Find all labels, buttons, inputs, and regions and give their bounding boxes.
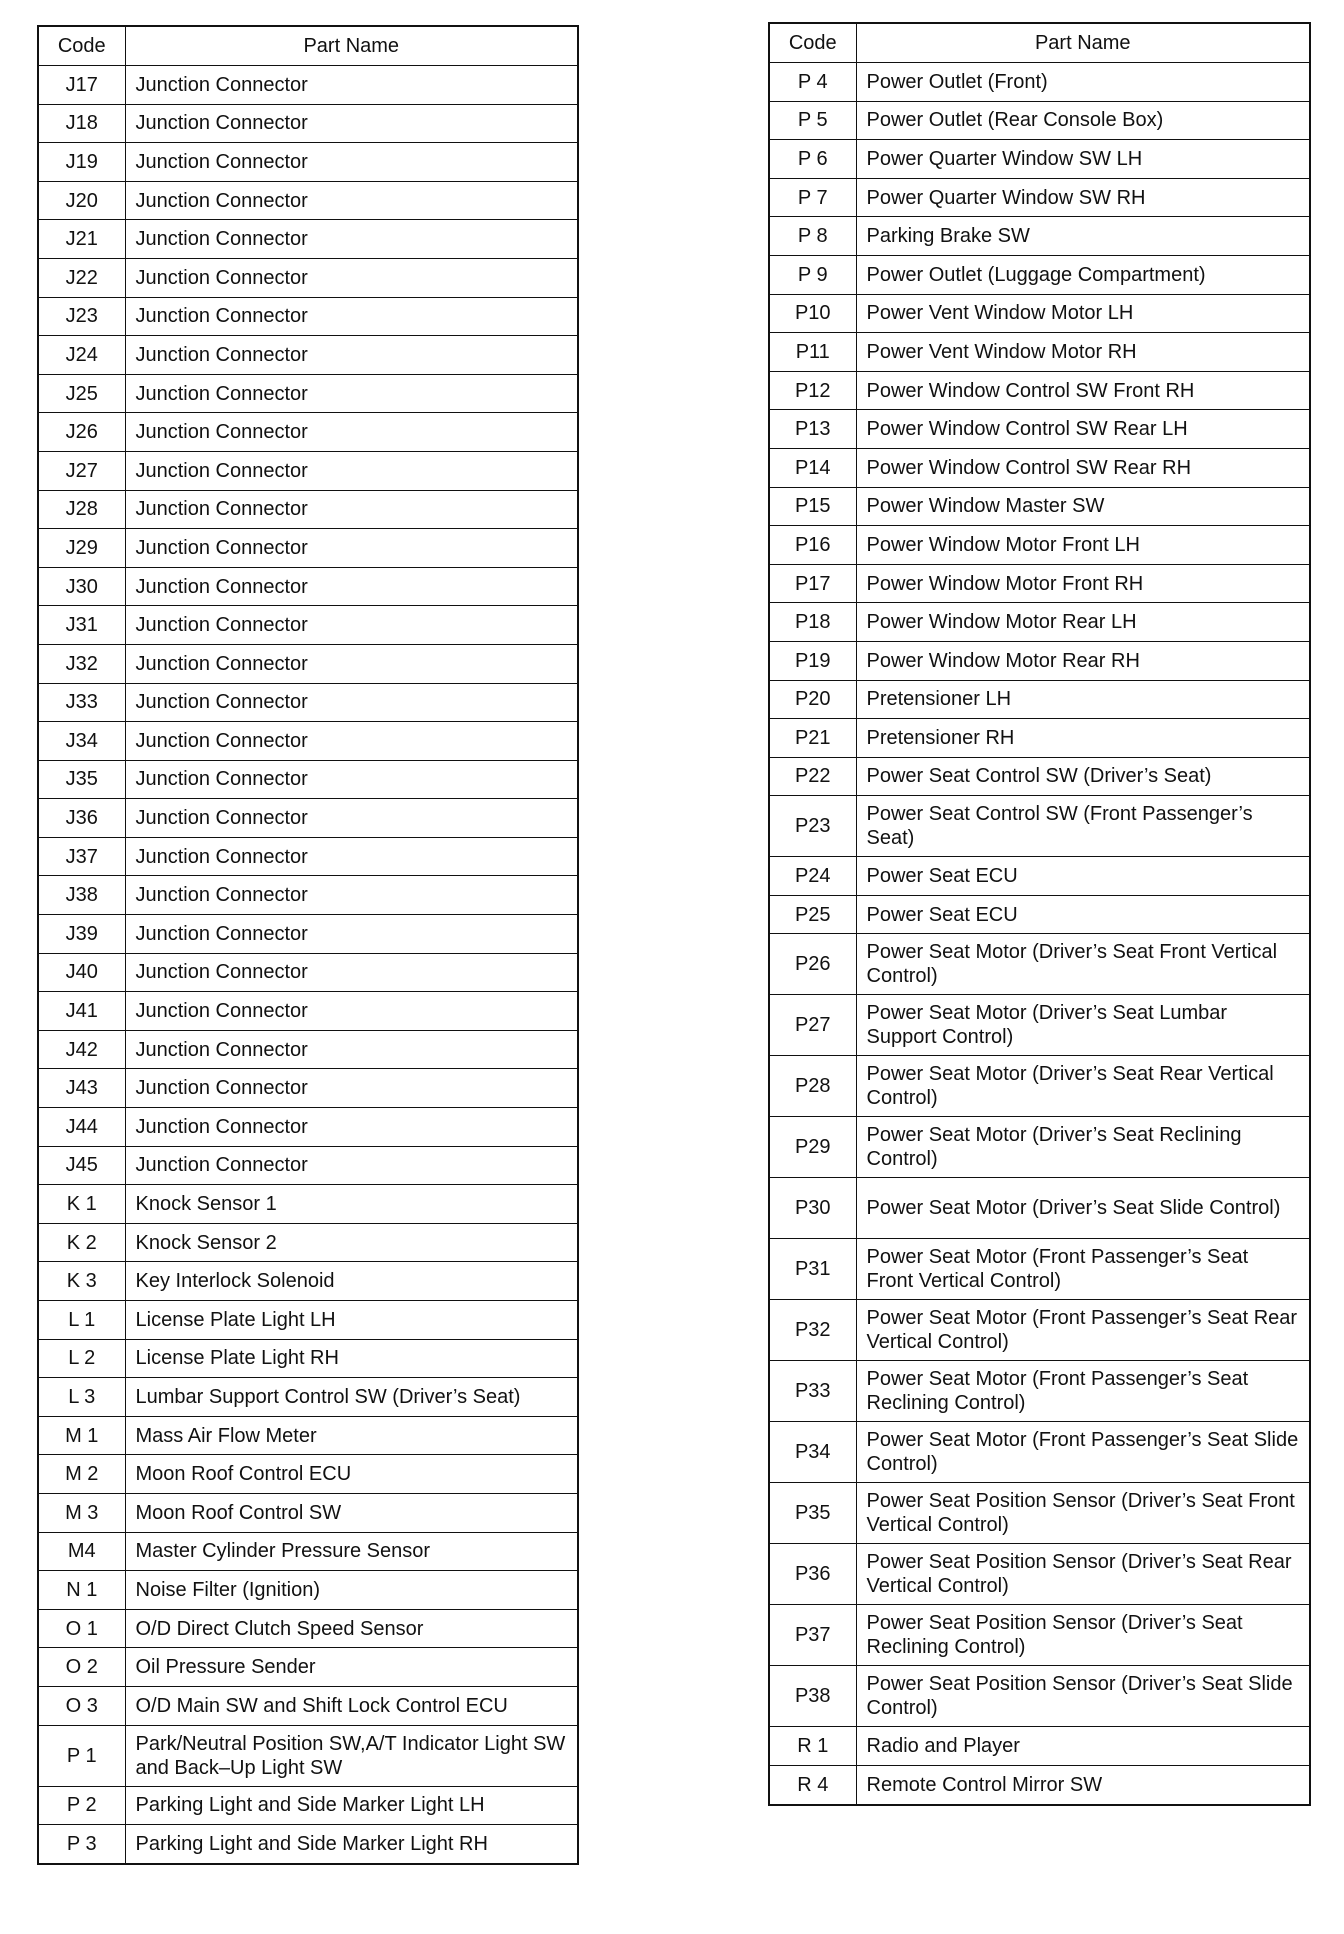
part-name-cell: Power Seat Motor (Driver’s Seat Front Vertical Control) <box>856 934 1310 995</box>
part-name-cell: Power Window Control SW Front RH <box>856 371 1310 410</box>
table-row <box>38 1339 578 1378</box>
part-code-cell: J31 <box>38 606 125 645</box>
part-code-cell: J28 <box>38 490 125 529</box>
part-name-cell: Junction Connector <box>125 374 578 413</box>
part-name-cell: Radio and Player <box>856 1727 1310 1766</box>
part-name-cell: Mass Air Flow Meter <box>125 1416 578 1455</box>
part-name-cell: Power Window Motor Rear LH <box>856 603 1310 642</box>
table-row <box>38 143 578 182</box>
part-code-cell: P28 <box>769 1056 856 1117</box>
table-row <box>769 895 1310 934</box>
part-name-cell: Junction Connector <box>125 683 578 722</box>
part-name-cell: Junction Connector <box>125 490 578 529</box>
part-code-cell: J32 <box>38 644 125 683</box>
part-code-cell: M 3 <box>38 1493 125 1532</box>
part-code-cell: L 1 <box>38 1301 125 1340</box>
part-code-cell: J41 <box>38 992 125 1031</box>
table-row <box>769 641 1310 680</box>
table-row <box>769 680 1310 719</box>
table-row <box>38 1725 578 1786</box>
code-column-header: Code <box>769 23 856 63</box>
part-name-cell: Junction Connector <box>125 181 578 220</box>
table-row <box>38 1262 578 1301</box>
part-code-cell: P30 <box>769 1178 856 1239</box>
table-row <box>38 1493 578 1532</box>
part-code-cell: J21 <box>38 220 125 259</box>
part-name-cell: Junction Connector <box>125 1069 578 1108</box>
part-name-cell: Junction Connector <box>125 1146 578 1185</box>
part-code-cell: M4 <box>38 1532 125 1571</box>
table-row <box>769 1117 1310 1178</box>
table-row <box>38 567 578 606</box>
parts-table-left-body <box>38 66 578 1864</box>
part-name-cell: Junction Connector <box>125 953 578 992</box>
table-row <box>769 526 1310 565</box>
part-code-cell: P 6 <box>769 140 856 179</box>
part-name-cell: Junction Connector <box>125 837 578 876</box>
part-code-cell: J45 <box>38 1146 125 1185</box>
part-name-cell: Power Seat ECU <box>856 857 1310 896</box>
part-name-cell: Power Quarter Window SW LH <box>856 140 1310 179</box>
part-name-cell: Power Window Control SW Rear LH <box>856 410 1310 449</box>
part-code-cell: P10 <box>769 294 856 333</box>
part-name-cell: Park/Neutral Position SW,A/T Indicator Light SW and Back–Up Light SW <box>125 1725 578 1786</box>
table-row <box>38 760 578 799</box>
part-code-cell: P 1 <box>38 1725 125 1786</box>
part-name-cell: Power Seat Motor (Front Passenger’s Seat Front Vertical Control) <box>856 1239 1310 1300</box>
part-code-cell: J44 <box>38 1108 125 1147</box>
part-name-cell: Knock Sensor 2 <box>125 1223 578 1262</box>
table-row <box>769 294 1310 333</box>
part-name-cell: Power Seat Motor (Front Passenger’s Seat Slide Control) <box>856 1422 1310 1483</box>
table-row <box>38 683 578 722</box>
part-code-cell: K 3 <box>38 1262 125 1301</box>
table-row <box>769 1666 1310 1727</box>
parts-table-left <box>37 25 579 1865</box>
part-name-cell: Power Seat Motor (Driver’s Seat Lumbar Support Control) <box>856 995 1310 1056</box>
part-name-cell: Junction Connector <box>125 66 578 105</box>
table-row <box>769 1727 1310 1766</box>
part-code-cell: J19 <box>38 143 125 182</box>
table-row <box>769 1300 1310 1361</box>
part-code-cell: K 1 <box>38 1185 125 1224</box>
part-code-cell: J35 <box>38 760 125 799</box>
part-name-cell: Junction Connector <box>125 220 578 259</box>
part-code-cell: J26 <box>38 413 125 452</box>
part-name-cell: Power Seat Motor (Driver’s Seat Slide Control) <box>856 1178 1310 1239</box>
part-name-cell: Junction Connector <box>125 876 578 915</box>
part-name-cell: Power Seat Position Sensor (Driver’s Seat Slide Control) <box>856 1666 1310 1727</box>
table-row <box>769 1361 1310 1422</box>
part-code-cell: J34 <box>38 722 125 761</box>
part-code-cell: M 2 <box>38 1455 125 1494</box>
part-name-cell: Junction Connector <box>125 451 578 490</box>
part-code-cell: J24 <box>38 336 125 375</box>
table-header-row <box>769 23 1310 63</box>
table-row <box>769 448 1310 487</box>
table-row <box>38 220 578 259</box>
part-code-cell: P36 <box>769 1544 856 1605</box>
table-row <box>38 1532 578 1571</box>
table-row <box>38 490 578 529</box>
table-row <box>38 1301 578 1340</box>
part-name-cell: Moon Roof Control SW <box>125 1493 578 1532</box>
table-row <box>38 837 578 876</box>
part-code-cell: K 2 <box>38 1223 125 1262</box>
part-code-cell: J37 <box>38 837 125 876</box>
part-name-cell: Junction Connector <box>125 760 578 799</box>
part-code-cell: J22 <box>38 258 125 297</box>
table-row <box>769 1239 1310 1300</box>
part-name-column-header: Part Name <box>856 23 1310 63</box>
table-row <box>38 1455 578 1494</box>
table-row <box>38 181 578 220</box>
part-name-cell: Oil Pressure Sender <box>125 1648 578 1687</box>
part-code-cell: P 7 <box>769 178 856 217</box>
part-code-cell: J23 <box>38 297 125 336</box>
part-code-cell: R 4 <box>769 1766 856 1805</box>
table-row <box>38 1416 578 1455</box>
table-row <box>769 603 1310 642</box>
part-name-cell: Power Window Motor Front RH <box>856 564 1310 603</box>
part-name-cell: Power Window Control SW Rear RH <box>856 448 1310 487</box>
table-row <box>38 1609 578 1648</box>
part-code-cell: P 4 <box>769 63 856 102</box>
part-code-cell: P37 <box>769 1605 856 1666</box>
part-code-cell: J43 <box>38 1069 125 1108</box>
table-row <box>769 487 1310 526</box>
table-row <box>769 140 1310 179</box>
part-code-cell: P25 <box>769 895 856 934</box>
part-code-cell: P29 <box>769 1117 856 1178</box>
part-code-cell: P38 <box>769 1666 856 1727</box>
part-code-cell: P11 <box>769 333 856 372</box>
table-row <box>769 1483 1310 1544</box>
part-code-cell: P14 <box>769 448 856 487</box>
part-code-cell: O 2 <box>38 1648 125 1687</box>
part-code-cell: P32 <box>769 1300 856 1361</box>
table-row <box>38 644 578 683</box>
part-code-cell: P26 <box>769 934 856 995</box>
table-row <box>38 915 578 954</box>
part-name-cell: Pretensioner RH <box>856 719 1310 758</box>
part-code-cell: P12 <box>769 371 856 410</box>
part-code-cell: P 5 <box>769 101 856 140</box>
part-name-cell: License Plate Light LH <box>125 1301 578 1340</box>
part-name-cell: Knock Sensor 1 <box>125 1185 578 1224</box>
part-name-cell: Power Seat Motor (Driver’s Seat Reclining Control) <box>856 1117 1310 1178</box>
part-name-cell: Moon Roof Control ECU <box>125 1455 578 1494</box>
part-code-cell: J17 <box>38 66 125 105</box>
part-code-cell: P15 <box>769 487 856 526</box>
part-code-cell: J42 <box>38 1030 125 1069</box>
part-name-cell: Parking Light and Side Marker Light RH <box>125 1825 578 1864</box>
part-code-cell: L 2 <box>38 1339 125 1378</box>
table-row <box>769 719 1310 758</box>
part-code-cell: P19 <box>769 641 856 680</box>
part-code-cell: J27 <box>38 451 125 490</box>
part-name-cell: O/D Direct Clutch Speed Sensor <box>125 1609 578 1648</box>
table-row <box>769 564 1310 603</box>
table-row <box>38 1786 578 1825</box>
table-row <box>769 101 1310 140</box>
table-row <box>38 451 578 490</box>
table-row <box>38 1185 578 1224</box>
table-row <box>38 722 578 761</box>
table-row <box>769 1766 1310 1805</box>
part-name-cell: Power Seat Position Sensor (Driver’s Seat Rear Vertical Control) <box>856 1544 1310 1605</box>
part-name-cell: Key Interlock Solenoid <box>125 1262 578 1301</box>
part-name-cell: Power Outlet (Luggage Compartment) <box>856 255 1310 294</box>
part-name-cell: Power Seat Motor (Front Passenger’s Seat Rear Vertical Control) <box>856 1300 1310 1361</box>
part-name-cell: Lumbar Support Control SW (Driver’s Seat) <box>125 1378 578 1417</box>
part-name-cell: Power Seat Position Sensor (Driver’s Seat Reclining Control) <box>856 1605 1310 1666</box>
table-row <box>769 857 1310 896</box>
table-row <box>769 371 1310 410</box>
part-code-cell: P27 <box>769 995 856 1056</box>
table-row <box>38 1146 578 1185</box>
part-code-cell: P13 <box>769 410 856 449</box>
table-row <box>769 934 1310 995</box>
table-row <box>38 992 578 1031</box>
part-code-cell: P23 <box>769 796 856 857</box>
table-row <box>38 1108 578 1147</box>
part-code-cell: P24 <box>769 857 856 896</box>
table-row <box>769 178 1310 217</box>
part-name-cell: Remote Control Mirror SW <box>856 1766 1310 1805</box>
part-name-cell: Junction Connector <box>125 567 578 606</box>
part-name-cell: Junction Connector <box>125 992 578 1031</box>
part-code-cell: O 3 <box>38 1686 125 1725</box>
part-name-cell: Junction Connector <box>125 1030 578 1069</box>
part-name-cell: Power Seat Motor (Driver’s Seat Rear Vertical Control) <box>856 1056 1310 1117</box>
table-row <box>38 1571 578 1610</box>
part-name-cell: Junction Connector <box>125 143 578 182</box>
table-row <box>38 953 578 992</box>
table-row <box>769 1056 1310 1117</box>
table-row <box>769 757 1310 796</box>
part-name-cell: Master Cylinder Pressure Sensor <box>125 1532 578 1571</box>
part-code-cell: L 3 <box>38 1378 125 1417</box>
table-row <box>38 1223 578 1262</box>
table-row <box>38 529 578 568</box>
part-name-cell: Power Vent Window Motor LH <box>856 294 1310 333</box>
table-row <box>38 1825 578 1864</box>
part-name-cell: Power Outlet (Front) <box>856 63 1310 102</box>
table-row <box>769 1605 1310 1666</box>
part-code-cell: P35 <box>769 1483 856 1544</box>
part-code-cell: P31 <box>769 1239 856 1300</box>
part-name-cell: Noise Filter (Ignition) <box>125 1571 578 1610</box>
part-name-cell: Power Window Motor Rear RH <box>856 641 1310 680</box>
table-row <box>769 796 1310 857</box>
part-name-cell: Power Quarter Window SW RH <box>856 178 1310 217</box>
table-row <box>38 297 578 336</box>
table-row <box>38 606 578 645</box>
table-row <box>38 1069 578 1108</box>
parts-table-right <box>768 22 1311 1806</box>
part-name-cell: Power Seat ECU <box>856 895 1310 934</box>
part-code-cell: P 9 <box>769 255 856 294</box>
part-name-cell: Parking Brake SW <box>856 217 1310 256</box>
part-code-cell: J39 <box>38 915 125 954</box>
table-row <box>769 255 1310 294</box>
part-code-cell: R 1 <box>769 1727 856 1766</box>
part-code-cell: J25 <box>38 374 125 413</box>
part-code-cell: P20 <box>769 680 856 719</box>
part-code-cell: J33 <box>38 683 125 722</box>
part-name-cell: Power Seat Motor (Front Passenger’s Seat Reclining Control) <box>856 1361 1310 1422</box>
part-name-cell: Power Seat Position Sensor (Driver’s Seat Front Vertical Control) <box>856 1483 1310 1544</box>
table-row <box>38 1686 578 1725</box>
table-row <box>38 1648 578 1687</box>
table-row <box>38 258 578 297</box>
part-code-cell: P21 <box>769 719 856 758</box>
part-code-cell: N 1 <box>38 1571 125 1610</box>
part-name-cell: Junction Connector <box>125 606 578 645</box>
part-name-cell: Junction Connector <box>125 258 578 297</box>
parts-table-right-body <box>769 63 1310 1805</box>
part-code-cell: P16 <box>769 526 856 565</box>
table-row <box>38 1378 578 1417</box>
part-name-cell: Junction Connector <box>125 336 578 375</box>
table-row <box>38 104 578 143</box>
part-code-cell: P17 <box>769 564 856 603</box>
table-row <box>38 336 578 375</box>
part-name-cell: Power Outlet (Rear Console Box) <box>856 101 1310 140</box>
part-name-cell: Junction Connector <box>125 722 578 761</box>
part-code-cell: P34 <box>769 1422 856 1483</box>
table-row <box>38 66 578 105</box>
table-row <box>769 995 1310 1056</box>
part-name-cell: Junction Connector <box>125 644 578 683</box>
part-name-cell: Power Seat Control SW (Front Passenger’s Seat) <box>856 796 1310 857</box>
part-code-cell: J30 <box>38 567 125 606</box>
part-code-cell: O 1 <box>38 1609 125 1648</box>
part-name-cell: Junction Connector <box>125 529 578 568</box>
part-code-cell: P18 <box>769 603 856 642</box>
table-row <box>769 333 1310 372</box>
part-name-cell: O/D Main SW and Shift Lock Control ECU <box>125 1686 578 1725</box>
part-name-cell: Junction Connector <box>125 413 578 452</box>
part-name-cell: Power Window Motor Front LH <box>856 526 1310 565</box>
part-code-cell: M 1 <box>38 1416 125 1455</box>
table-row <box>769 1544 1310 1605</box>
part-code-cell: J40 <box>38 953 125 992</box>
part-name-cell: Pretensioner LH <box>856 680 1310 719</box>
part-name-cell: Power Seat Control SW (Driver’s Seat) <box>856 757 1310 796</box>
part-name-cell: Junction Connector <box>125 297 578 336</box>
part-name-cell: Junction Connector <box>125 1108 578 1147</box>
part-name-column-header: Part Name <box>125 26 578 66</box>
table-row <box>769 63 1310 102</box>
table-header-row <box>38 26 578 66</box>
part-code-cell: J36 <box>38 799 125 838</box>
part-code-cell: J20 <box>38 181 125 220</box>
part-code-cell: P 3 <box>38 1825 125 1864</box>
part-code-cell: P33 <box>769 1361 856 1422</box>
part-name-cell: Junction Connector <box>125 915 578 954</box>
part-name-cell: Junction Connector <box>125 104 578 143</box>
part-code-cell: P22 <box>769 757 856 796</box>
part-code-cell: P 2 <box>38 1786 125 1825</box>
part-name-cell: Junction Connector <box>125 799 578 838</box>
part-code-cell: P 8 <box>769 217 856 256</box>
part-code-cell: J29 <box>38 529 125 568</box>
table-row <box>38 799 578 838</box>
table-row <box>769 410 1310 449</box>
part-name-cell: Parking Light and Side Marker Light LH <box>125 1786 578 1825</box>
table-row <box>769 217 1310 256</box>
part-name-cell: License Plate Light RH <box>125 1339 578 1378</box>
table-row <box>769 1422 1310 1483</box>
table-row <box>38 374 578 413</box>
part-code-cell: J38 <box>38 876 125 915</box>
table-row <box>38 1030 578 1069</box>
table-row <box>38 413 578 452</box>
part-name-cell: Power Vent Window Motor RH <box>856 333 1310 372</box>
code-column-header: Code <box>38 26 125 66</box>
part-code-cell: J18 <box>38 104 125 143</box>
table-row <box>769 1178 1310 1239</box>
part-name-cell: Power Window Master SW <box>856 487 1310 526</box>
table-row <box>38 876 578 915</box>
